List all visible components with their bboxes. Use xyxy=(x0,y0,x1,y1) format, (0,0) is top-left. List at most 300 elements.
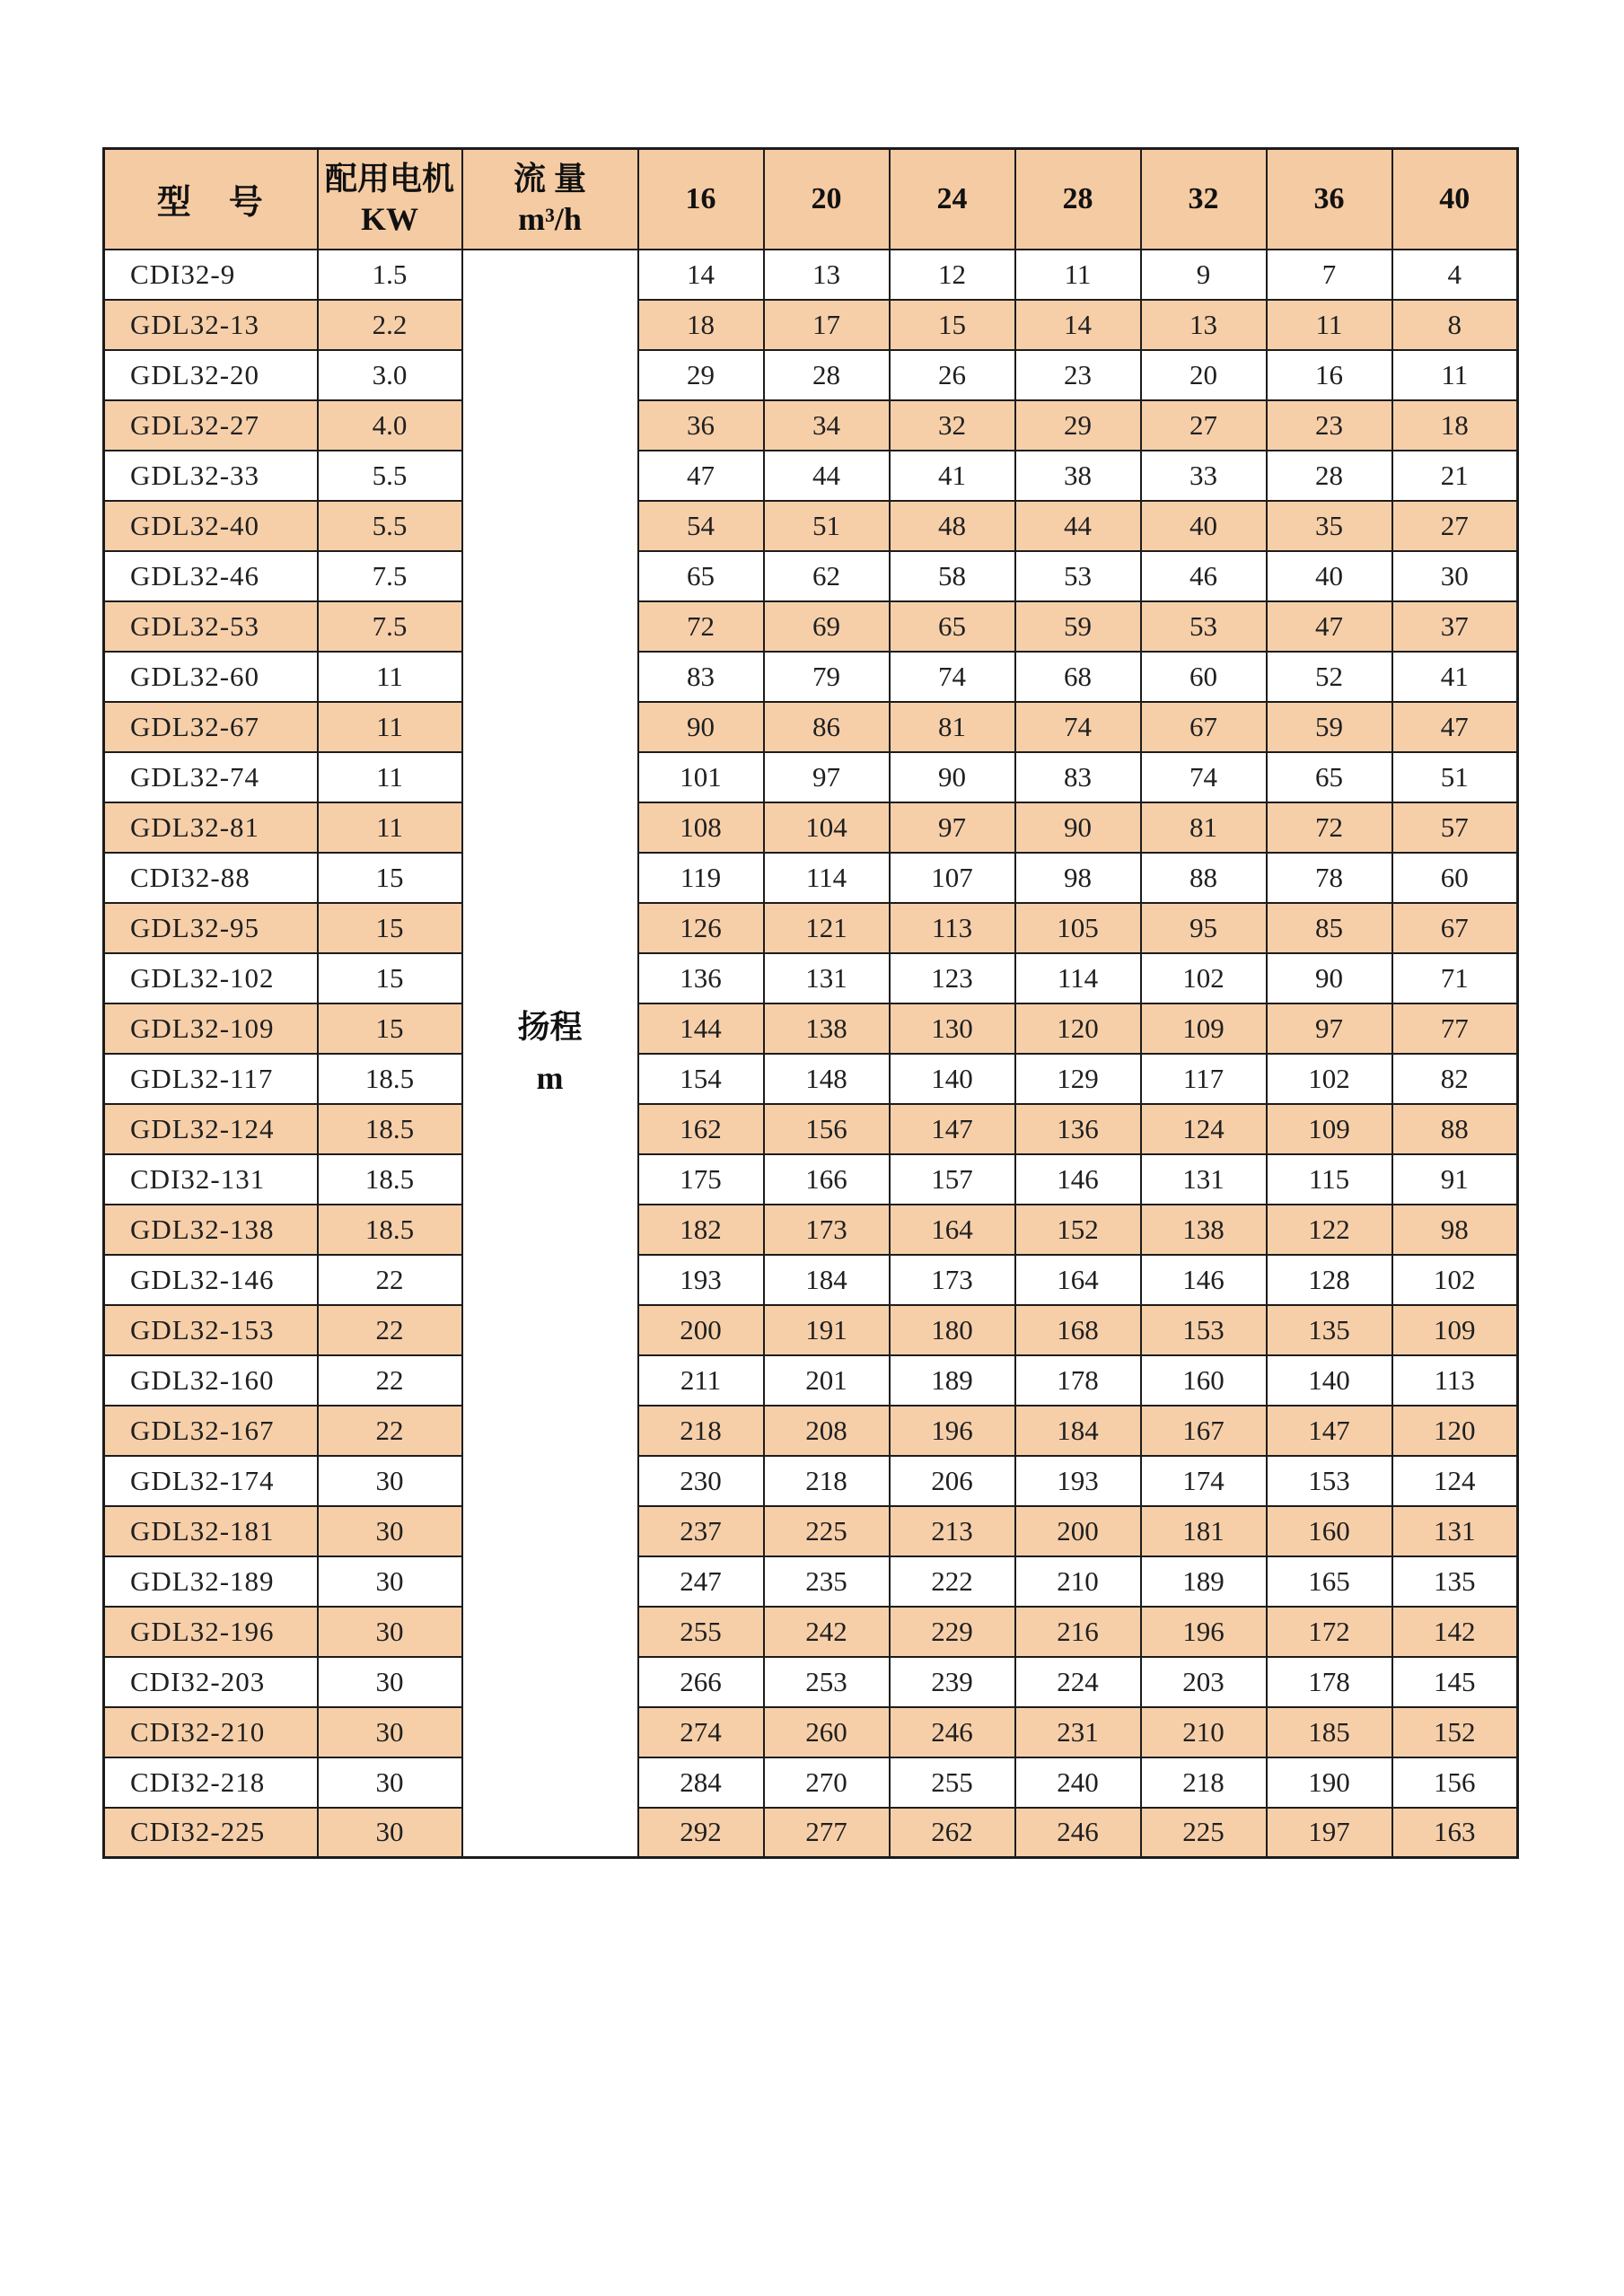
model-cell: GDL32-196 xyxy=(104,1607,318,1657)
model-cell: GDL32-13 xyxy=(104,300,318,350)
model-cell: CDI32-210 xyxy=(104,1707,318,1757)
model-cell: GDL32-117 xyxy=(104,1054,318,1104)
head-value-cell: 210 xyxy=(1141,1707,1267,1757)
head-value-cell: 41 xyxy=(890,451,1015,501)
head-value-cell: 200 xyxy=(1015,1506,1141,1556)
header-model: 型 号 xyxy=(104,149,318,250)
model-cell: CDI32-131 xyxy=(104,1154,318,1205)
model-cell: GDL32-153 xyxy=(104,1305,318,1355)
model-cell: GDL32-81 xyxy=(104,802,318,853)
head-value-cell: 65 xyxy=(1267,752,1392,802)
head-value-cell: 57 xyxy=(1392,802,1518,853)
head-value-cell: 185 xyxy=(1267,1707,1392,1757)
model-cell: GDL32-95 xyxy=(104,903,318,953)
head-unit-line1: 扬程 xyxy=(517,1008,583,1045)
table-row xyxy=(104,652,1518,702)
head-value-cell: 102 xyxy=(1392,1255,1518,1305)
head-value-cell: 218 xyxy=(764,1456,890,1506)
head-value-cell: 60 xyxy=(1392,853,1518,903)
head-value-cell: 113 xyxy=(890,903,1015,953)
motor-kw-cell: 22 xyxy=(318,1305,462,1355)
head-value-cell: 97 xyxy=(1267,1003,1392,1054)
head-value-cell: 114 xyxy=(764,853,890,903)
model-cell: GDL32-33 xyxy=(104,451,318,501)
table-row xyxy=(104,1607,1518,1657)
head-value-cell: 59 xyxy=(1267,702,1392,752)
head-value-cell: 47 xyxy=(1392,702,1518,752)
head-value-cell: 67 xyxy=(1141,702,1267,752)
head-value-cell: 46 xyxy=(1141,551,1267,601)
head-value-cell: 38 xyxy=(1015,451,1141,501)
table-row xyxy=(104,1104,1518,1154)
table-row xyxy=(104,1808,1518,1858)
head-unit-merged-cell xyxy=(462,250,638,1858)
motor-kw-cell: 7.5 xyxy=(318,601,462,652)
head-value-cell: 230 xyxy=(638,1456,764,1506)
table-row xyxy=(104,1305,1518,1355)
head-value-cell: 20 xyxy=(1141,350,1267,400)
head-value-cell: 216 xyxy=(1015,1607,1141,1657)
motor-kw-cell: 18.5 xyxy=(318,1104,462,1154)
head-value-cell: 71 xyxy=(1392,953,1518,1003)
head-value-cell: 166 xyxy=(764,1154,890,1205)
head-value-cell: 90 xyxy=(1015,802,1141,853)
motor-kw-cell: 11 xyxy=(318,752,462,802)
head-value-cell: 218 xyxy=(638,1406,764,1456)
table-row xyxy=(104,350,1518,400)
head-value-cell: 72 xyxy=(638,601,764,652)
head-value-cell: 128 xyxy=(1267,1255,1392,1305)
table-row xyxy=(104,1054,1518,1104)
head-value-cell: 148 xyxy=(764,1054,890,1104)
head-value-cell: 193 xyxy=(638,1255,764,1305)
model-cell: CDI32-203 xyxy=(104,1657,318,1707)
head-value-cell: 74 xyxy=(890,652,1015,702)
head-value-cell: 91 xyxy=(1392,1154,1518,1205)
head-value-cell: 35 xyxy=(1267,501,1392,551)
head-value-cell: 292 xyxy=(638,1808,764,1858)
head-value-cell: 131 xyxy=(1141,1154,1267,1205)
head-value-cell: 81 xyxy=(890,702,1015,752)
head-value-cell: 124 xyxy=(1392,1456,1518,1506)
head-value-cell: 47 xyxy=(1267,601,1392,652)
table-row xyxy=(104,752,1518,802)
head-value-cell: 30 xyxy=(1392,551,1518,601)
head-value-cell: 163 xyxy=(1392,1808,1518,1858)
head-value-cell: 240 xyxy=(1015,1757,1141,1808)
head-value-cell: 102 xyxy=(1267,1054,1392,1104)
header-flow-line2: m³/h xyxy=(518,200,582,237)
head-value-cell: 40 xyxy=(1267,551,1392,601)
head-value-cell: 26 xyxy=(890,350,1015,400)
head-value-cell: 182 xyxy=(638,1205,764,1255)
head-value-cell: 72 xyxy=(1267,802,1392,853)
motor-kw-cell: 22 xyxy=(318,1255,462,1305)
head-value-cell: 190 xyxy=(1267,1757,1392,1808)
head-value-cell: 7 xyxy=(1267,250,1392,300)
model-cell: GDL32-138 xyxy=(104,1205,318,1255)
head-value-cell: 126 xyxy=(638,903,764,953)
head-value-cell: 145 xyxy=(1392,1657,1518,1707)
model-cell: GDL32-74 xyxy=(104,752,318,802)
head-value-cell: 16 xyxy=(1267,350,1392,400)
head-value-cell: 40 xyxy=(1141,501,1267,551)
head-value-cell: 81 xyxy=(1141,802,1267,853)
head-value-cell: 173 xyxy=(764,1205,890,1255)
head-value-cell: 41 xyxy=(1392,652,1518,702)
model-cell: CDI32-225 xyxy=(104,1808,318,1858)
head-value-cell: 90 xyxy=(890,752,1015,802)
head-value-cell: 69 xyxy=(764,601,890,652)
head-value-cell: 260 xyxy=(764,1707,890,1757)
head-value-cell: 117 xyxy=(1141,1054,1267,1104)
head-value-cell: 235 xyxy=(764,1556,890,1607)
head-value-cell: 247 xyxy=(638,1556,764,1607)
head-value-cell: 201 xyxy=(764,1355,890,1406)
head-value-cell: 78 xyxy=(1267,853,1392,903)
head-value-cell: 165 xyxy=(1267,1556,1392,1607)
head-value-cell: 191 xyxy=(764,1305,890,1355)
motor-kw-cell: 30 xyxy=(318,1757,462,1808)
motor-kw-cell: 15 xyxy=(318,953,462,1003)
head-value-cell: 14 xyxy=(638,250,764,300)
head-value-cell: 83 xyxy=(638,652,764,702)
head-value-cell: 246 xyxy=(1015,1808,1141,1858)
head-value-cell: 270 xyxy=(764,1757,890,1808)
head-value-cell: 28 xyxy=(764,350,890,400)
head-value-cell: 246 xyxy=(890,1707,1015,1757)
head-value-cell: 175 xyxy=(638,1154,764,1205)
motor-kw-cell: 5.5 xyxy=(318,501,462,551)
head-value-cell: 138 xyxy=(1141,1205,1267,1255)
table-row xyxy=(104,1255,1518,1305)
head-value-cell: 114 xyxy=(1015,953,1141,1003)
model-cell: GDL32-67 xyxy=(104,702,318,752)
head-value-cell: 197 xyxy=(1267,1808,1392,1858)
head-value-cell: 15 xyxy=(890,300,1015,350)
head-value-cell: 237 xyxy=(638,1506,764,1556)
head-value-cell: 32 xyxy=(890,400,1015,451)
head-value-cell: 109 xyxy=(1267,1104,1392,1154)
head-value-cell: 68 xyxy=(1015,652,1141,702)
table-row xyxy=(104,451,1518,501)
table-row xyxy=(104,1657,1518,1707)
model-cell: CDI32-9 xyxy=(104,250,318,300)
model-cell: GDL32-53 xyxy=(104,601,318,652)
header-motor-line1: 配用电机 xyxy=(324,160,454,197)
head-value-cell: 189 xyxy=(1141,1556,1267,1607)
head-value-cell: 83 xyxy=(1015,752,1141,802)
head-value-cell: 160 xyxy=(1141,1355,1267,1406)
motor-kw-cell: 1.5 xyxy=(318,250,462,300)
head-value-cell: 184 xyxy=(1015,1406,1141,1456)
head-value-cell: 203 xyxy=(1141,1657,1267,1707)
head-value-cell: 53 xyxy=(1015,551,1141,601)
head-value-cell: 13 xyxy=(764,250,890,300)
head-value-cell: 140 xyxy=(890,1054,1015,1104)
head-value-cell: 86 xyxy=(764,702,890,752)
head-value-cell: 51 xyxy=(764,501,890,551)
head-value-cell: 255 xyxy=(638,1607,764,1657)
head-value-cell: 85 xyxy=(1267,903,1392,953)
model-cell: GDL32-46 xyxy=(104,551,318,601)
motor-kw-cell: 15 xyxy=(318,1003,462,1054)
head-value-cell: 229 xyxy=(890,1607,1015,1657)
motor-kw-cell: 11 xyxy=(318,702,462,752)
head-value-cell: 213 xyxy=(890,1506,1015,1556)
header-flow-line1: 流 量 xyxy=(513,160,586,197)
head-value-cell: 129 xyxy=(1015,1054,1141,1104)
head-value-cell: 231 xyxy=(1015,1707,1141,1757)
motor-kw-cell: 7.5 xyxy=(318,551,462,601)
head-value-cell: 109 xyxy=(1392,1305,1518,1355)
head-value-cell: 27 xyxy=(1141,400,1267,451)
head-value-cell: 225 xyxy=(1141,1808,1267,1858)
head-value-cell: 174 xyxy=(1141,1456,1267,1506)
head-value-cell: 65 xyxy=(890,601,1015,652)
head-value-cell: 189 xyxy=(890,1355,1015,1406)
head-value-cell: 239 xyxy=(890,1657,1015,1707)
head-value-cell: 107 xyxy=(890,853,1015,903)
head-value-cell: 105 xyxy=(1015,903,1141,953)
head-value-cell: 208 xyxy=(764,1406,890,1456)
head-value-cell: 172 xyxy=(1267,1607,1392,1657)
head-value-cell: 224 xyxy=(1015,1657,1141,1707)
head-value-cell: 160 xyxy=(1267,1506,1392,1556)
table-row xyxy=(104,1154,1518,1205)
head-value-cell: 242 xyxy=(764,1607,890,1657)
head-value-cell: 8 xyxy=(1392,300,1518,350)
table-row xyxy=(104,802,1518,853)
head-value-cell: 140 xyxy=(1267,1355,1392,1406)
model-cell: GDL32-146 xyxy=(104,1255,318,1305)
head-value-cell: 98 xyxy=(1392,1205,1518,1255)
head-value-cell: 109 xyxy=(1141,1003,1267,1054)
header-flow-20: 20 xyxy=(764,149,890,250)
pump-spec-table xyxy=(102,147,1519,1859)
head-value-cell: 122 xyxy=(1267,1205,1392,1255)
head-value-cell: 28 xyxy=(1267,451,1392,501)
head-value-cell: 47 xyxy=(638,451,764,501)
motor-kw-cell: 22 xyxy=(318,1355,462,1406)
table-row xyxy=(104,1355,1518,1406)
motor-kw-cell: 18.5 xyxy=(318,1205,462,1255)
motor-kw-cell: 30 xyxy=(318,1808,462,1858)
head-value-cell: 178 xyxy=(1015,1355,1141,1406)
table-row xyxy=(104,903,1518,953)
head-value-cell: 162 xyxy=(638,1104,764,1154)
table-row xyxy=(104,601,1518,652)
head-value-cell: 101 xyxy=(638,752,764,802)
model-cell: GDL32-189 xyxy=(104,1556,318,1607)
table-row xyxy=(104,1205,1518,1255)
head-value-cell: 120 xyxy=(1015,1003,1141,1054)
header-motor-line2: KW xyxy=(360,200,418,237)
table-row xyxy=(104,1757,1518,1808)
head-value-cell: 135 xyxy=(1267,1305,1392,1355)
head-value-cell: 21 xyxy=(1392,451,1518,501)
head-value-cell: 104 xyxy=(764,802,890,853)
head-value-cell: 88 xyxy=(1141,853,1267,903)
table-row xyxy=(104,250,1518,300)
head-value-cell: 113 xyxy=(1392,1355,1518,1406)
head-value-cell: 157 xyxy=(890,1154,1015,1205)
header-flow-40: 40 xyxy=(1392,149,1518,250)
head-value-cell: 23 xyxy=(1267,400,1392,451)
head-value-cell: 36 xyxy=(638,400,764,451)
head-value-cell: 196 xyxy=(1141,1607,1267,1657)
head-value-cell: 120 xyxy=(1392,1406,1518,1456)
head-value-cell: 33 xyxy=(1141,451,1267,501)
motor-kw-cell: 5.5 xyxy=(318,451,462,501)
model-cell: GDL32-160 xyxy=(104,1355,318,1406)
head-value-cell: 136 xyxy=(638,953,764,1003)
head-value-cell: 142 xyxy=(1392,1607,1518,1657)
table-row xyxy=(104,1003,1518,1054)
model-cell: CDI32-88 xyxy=(104,853,318,903)
head-value-cell: 11 xyxy=(1267,300,1392,350)
head-value-cell: 136 xyxy=(1015,1104,1141,1154)
head-value-cell: 123 xyxy=(890,953,1015,1003)
motor-kw-cell: 4.0 xyxy=(318,400,462,451)
header-flow-36: 36 xyxy=(1267,149,1392,250)
head-value-cell: 277 xyxy=(764,1808,890,1858)
header-flow-28: 28 xyxy=(1015,149,1141,250)
model-cell: GDL32-181 xyxy=(104,1506,318,1556)
model-cell: GDL32-40 xyxy=(104,501,318,551)
head-value-cell: 193 xyxy=(1015,1456,1141,1506)
head-value-cell: 184 xyxy=(764,1255,890,1305)
motor-kw-cell: 2.2 xyxy=(318,300,462,350)
head-value-cell: 164 xyxy=(890,1205,1015,1255)
head-value-cell: 200 xyxy=(638,1305,764,1355)
head-value-cell: 18 xyxy=(638,300,764,350)
motor-kw-cell: 30 xyxy=(318,1456,462,1506)
head-value-cell: 18 xyxy=(1392,400,1518,451)
header-flow-24: 24 xyxy=(890,149,1015,250)
head-value-cell: 44 xyxy=(1015,501,1141,551)
table-row xyxy=(104,400,1518,451)
head-value-cell: 14 xyxy=(1015,300,1141,350)
motor-kw-cell: 15 xyxy=(318,903,462,953)
head-value-cell: 9 xyxy=(1141,250,1267,300)
head-value-cell: 153 xyxy=(1141,1305,1267,1355)
head-value-cell: 34 xyxy=(764,400,890,451)
head-value-cell: 17 xyxy=(764,300,890,350)
table-row xyxy=(104,702,1518,752)
model-cell: CDI32-218 xyxy=(104,1757,318,1808)
model-cell: GDL32-174 xyxy=(104,1456,318,1506)
head-value-cell: 210 xyxy=(1015,1556,1141,1607)
head-value-cell: 119 xyxy=(638,853,764,903)
table-row xyxy=(104,501,1518,551)
motor-kw-cell: 30 xyxy=(318,1607,462,1657)
head-value-cell: 153 xyxy=(1267,1456,1392,1506)
head-value-cell: 11 xyxy=(1392,350,1518,400)
head-value-cell: 131 xyxy=(764,953,890,1003)
head-value-cell: 156 xyxy=(764,1104,890,1154)
table-row xyxy=(104,953,1518,1003)
head-value-cell: 274 xyxy=(638,1707,764,1757)
head-value-cell: 37 xyxy=(1392,601,1518,652)
head-value-cell: 23 xyxy=(1015,350,1141,400)
motor-kw-cell: 15 xyxy=(318,853,462,903)
head-value-cell: 44 xyxy=(764,451,890,501)
head-value-cell: 130 xyxy=(890,1003,1015,1054)
head-value-cell: 115 xyxy=(1267,1154,1392,1205)
head-value-cell: 95 xyxy=(1141,903,1267,953)
head-value-cell: 29 xyxy=(1015,400,1141,451)
head-value-cell: 147 xyxy=(1267,1406,1392,1456)
head-value-cell: 144 xyxy=(638,1003,764,1054)
table-row xyxy=(104,1456,1518,1506)
head-value-cell: 121 xyxy=(764,903,890,953)
head-value-cell: 154 xyxy=(638,1054,764,1104)
head-value-cell: 131 xyxy=(1392,1506,1518,1556)
motor-kw-cell: 30 xyxy=(318,1556,462,1607)
head-value-cell: 146 xyxy=(1141,1255,1267,1305)
head-value-cell: 181 xyxy=(1141,1506,1267,1556)
head-value-cell: 90 xyxy=(1267,953,1392,1003)
head-value-cell: 211 xyxy=(638,1355,764,1406)
motor-kw-cell: 11 xyxy=(318,652,462,702)
head-value-cell: 178 xyxy=(1267,1657,1392,1707)
head-value-cell: 135 xyxy=(1392,1556,1518,1607)
motor-kw-cell: 3.0 xyxy=(318,350,462,400)
head-value-cell: 266 xyxy=(638,1657,764,1707)
model-cell: GDL32-124 xyxy=(104,1104,318,1154)
head-value-cell: 48 xyxy=(890,501,1015,551)
head-value-cell: 164 xyxy=(1015,1255,1141,1305)
head-value-cell: 173 xyxy=(890,1255,1015,1305)
head-value-cell: 60 xyxy=(1141,652,1267,702)
head-value-cell: 88 xyxy=(1392,1104,1518,1154)
head-value-cell: 74 xyxy=(1015,702,1141,752)
head-value-cell: 29 xyxy=(638,350,764,400)
head-value-cell: 97 xyxy=(890,802,1015,853)
head-value-cell: 196 xyxy=(890,1406,1015,1456)
head-value-cell: 253 xyxy=(764,1657,890,1707)
header-flow-16: 16 xyxy=(638,149,764,250)
table-row xyxy=(104,1707,1518,1757)
table-row xyxy=(104,853,1518,903)
motor-kw-cell: 22 xyxy=(318,1406,462,1456)
table-row xyxy=(104,551,1518,601)
header-row xyxy=(104,149,1518,250)
motor-kw-cell: 18.5 xyxy=(318,1154,462,1205)
table-row xyxy=(104,1406,1518,1456)
head-value-cell: 152 xyxy=(1015,1205,1141,1255)
head-value-cell: 180 xyxy=(890,1305,1015,1355)
head-value-cell: 67 xyxy=(1392,903,1518,953)
head-value-cell: 53 xyxy=(1141,601,1267,652)
motor-kw-cell: 30 xyxy=(318,1506,462,1556)
table-row xyxy=(104,1556,1518,1607)
head-value-cell: 12 xyxy=(890,250,1015,300)
header-flow-32: 32 xyxy=(1141,149,1267,250)
head-value-cell: 90 xyxy=(638,702,764,752)
head-value-cell: 4 xyxy=(1392,250,1518,300)
table-row xyxy=(104,1506,1518,1556)
head-value-cell: 262 xyxy=(890,1808,1015,1858)
motor-kw-cell: 30 xyxy=(318,1707,462,1757)
head-value-cell: 65 xyxy=(638,551,764,601)
model-cell: GDL32-27 xyxy=(104,400,318,451)
head-value-cell: 146 xyxy=(1015,1154,1141,1205)
head-value-cell: 58 xyxy=(890,551,1015,601)
head-value-cell: 102 xyxy=(1141,953,1267,1003)
head-value-cell: 218 xyxy=(1141,1757,1267,1808)
